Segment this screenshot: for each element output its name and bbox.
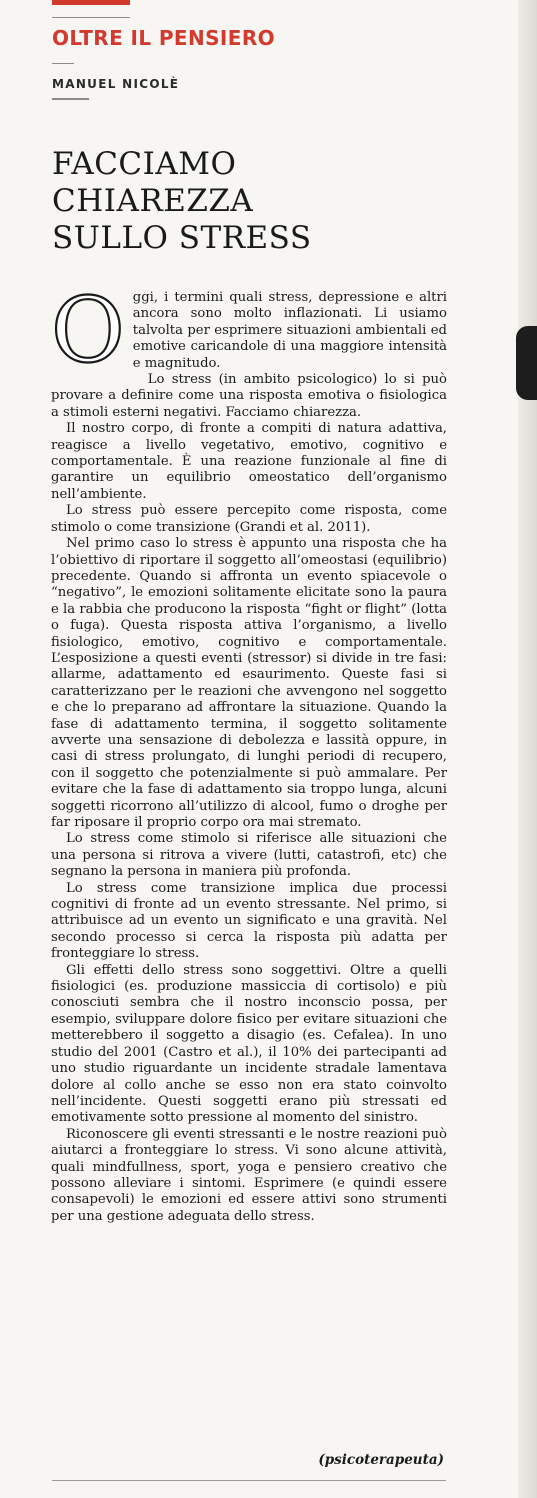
article-paragraph: Lo stress come stimolo si riferisce alle situazioni che una persona si ritrova a vivere (lutti, catastrofi, etc) che segnano la persona in maniera più profonda.	[51, 831, 447, 880]
author-signature: (psicoterapeuta)	[318, 1452, 444, 1468]
article-paragraph: Gli effetti dello stress sono soggettivi. Oltre a quelli fisiologici (es. produzione massiccia di cortisolo) e più conosciuti sembra che il nostro inconscio possa, per esempio, sviluppare dolore fisico per evitare situazioni che metterebbero il soggetto a disagio (es. Cefalea). In uno studio del 2001 (Castro et al.), il 10% dei partecipanti ad uno studio riguardante un incidente stradale lamentava dolore al collo anche se esso non era stato coinvolto nell’incidente. Questi soggetti erano più stressati ed emotivamente sotto pressione al momento del sinistro.	[51, 962, 447, 1126]
accent-bar	[52, 0, 130, 5]
divider	[52, 1480, 446, 1481]
binder-tab	[516, 326, 537, 400]
article-paragraph: Riconoscere gli eventi stressanti e le nostre reazioni può aiutarci a fronteggiare lo stress. Vi sono alcune attività, quali mindfullness, sport, yoga e pensiero creativo che possono alleviare i sintomi. Esprimere (e quindi essere consapevoli) le emozioni ed essere attivi sono strumenti per una gestione adeguata dello stress.	[51, 1126, 447, 1224]
divider	[52, 17, 130, 18]
drop-cap: O	[51, 278, 125, 383]
author-byline: MANUEL NICOLÈ	[52, 77, 180, 91]
article-headline	[52, 146, 452, 257]
divider	[52, 98, 89, 100]
article-paragraph	[51, 278, 447, 383]
page-edge-shadow	[518, 0, 537, 1498]
article-paragraph: Lo stress come transizione implica due processi cognitivi di fronte ad un evento stressante. Nel primo, si attribuisce ad un evento un significato e una gravità. Nel secondo processo si cerca la risposta più adatta per fronteggiare lo stress.	[51, 880, 447, 962]
article-paragraph: Lo stress (in ambito psicologico) lo si può provare a definire come una risposta emotiva o fisiologica a stimoli esterni negativi. Facciamo chiarezza.	[51, 372, 447, 420]
headline-line: SULLO STRESS	[52, 220, 312, 256]
article-paragraph: Nel primo caso lo stress è appunto una risposta che ha l’obiettivo di riportare il soggetto all’omeostasi (equilibrio) precedente. Quando si affronta un evento spiacevole o “negativo”, le emozioni solitamente elicitate sono la paura e la rabbia che producono la risposta “fight or flight” (lotta o fuga). Questa risposta attiva l’organismo, a livello fisiologico, emotivo, cognitivo e comportamentale. L’esposizione a questi eventi (stressor) si divide in tre fasi: allarme, adattamento ed esaurimento. Queste fasi si caratterizzano per le reazioni che avvengono nel soggetto e che lo preparano ad affrontare la situazione. Quando la fase di adattamento termina, il soggetto solitamente avverte una sensazione di debolezza e lassità oppure, in casi di stress prolungato, di lunghi periodi di recupero, con il soggetto che potenzialmente si può ammalare. Per evitare che la fase di adattamento sia troppo lunga, alcuni soggetti ricorrono all’utilizzo di alcool, fumo o droghe per far riposare il proprio corpo ora mai stremato.	[51, 536, 447, 830]
article-paragraph: Lo stress può essere percepito come risposta, come stimolo o come transizione (Grandi et al. 2011).	[51, 503, 447, 535]
divider	[52, 63, 74, 64]
article-body	[51, 278, 447, 1225]
article-paragraph: Il nostro corpo, di fronte a compiti di natura adattiva, reagisce a livello vegetativo, emotivo, cognitivo e comportamentale. È una reazione funzionale al fine di garantire un equilibrio omeostatico dell’organismo nell’ambiente.	[51, 421, 447, 502]
section-label: OLTRE IL PENSIERO	[52, 26, 276, 50]
headline-line: FACCIAMO	[52, 146, 237, 182]
headline-line: CHIAREZZA	[52, 183, 254, 219]
paragraph-text: ggi, i termini quali stress, depressione e altri ancora sono molto inflazionati. Li usiamo talvolta per esprimere situazioni ambientali ed emotive caricandole di una maggiore intensità e magnitudo.	[132, 290, 447, 371]
